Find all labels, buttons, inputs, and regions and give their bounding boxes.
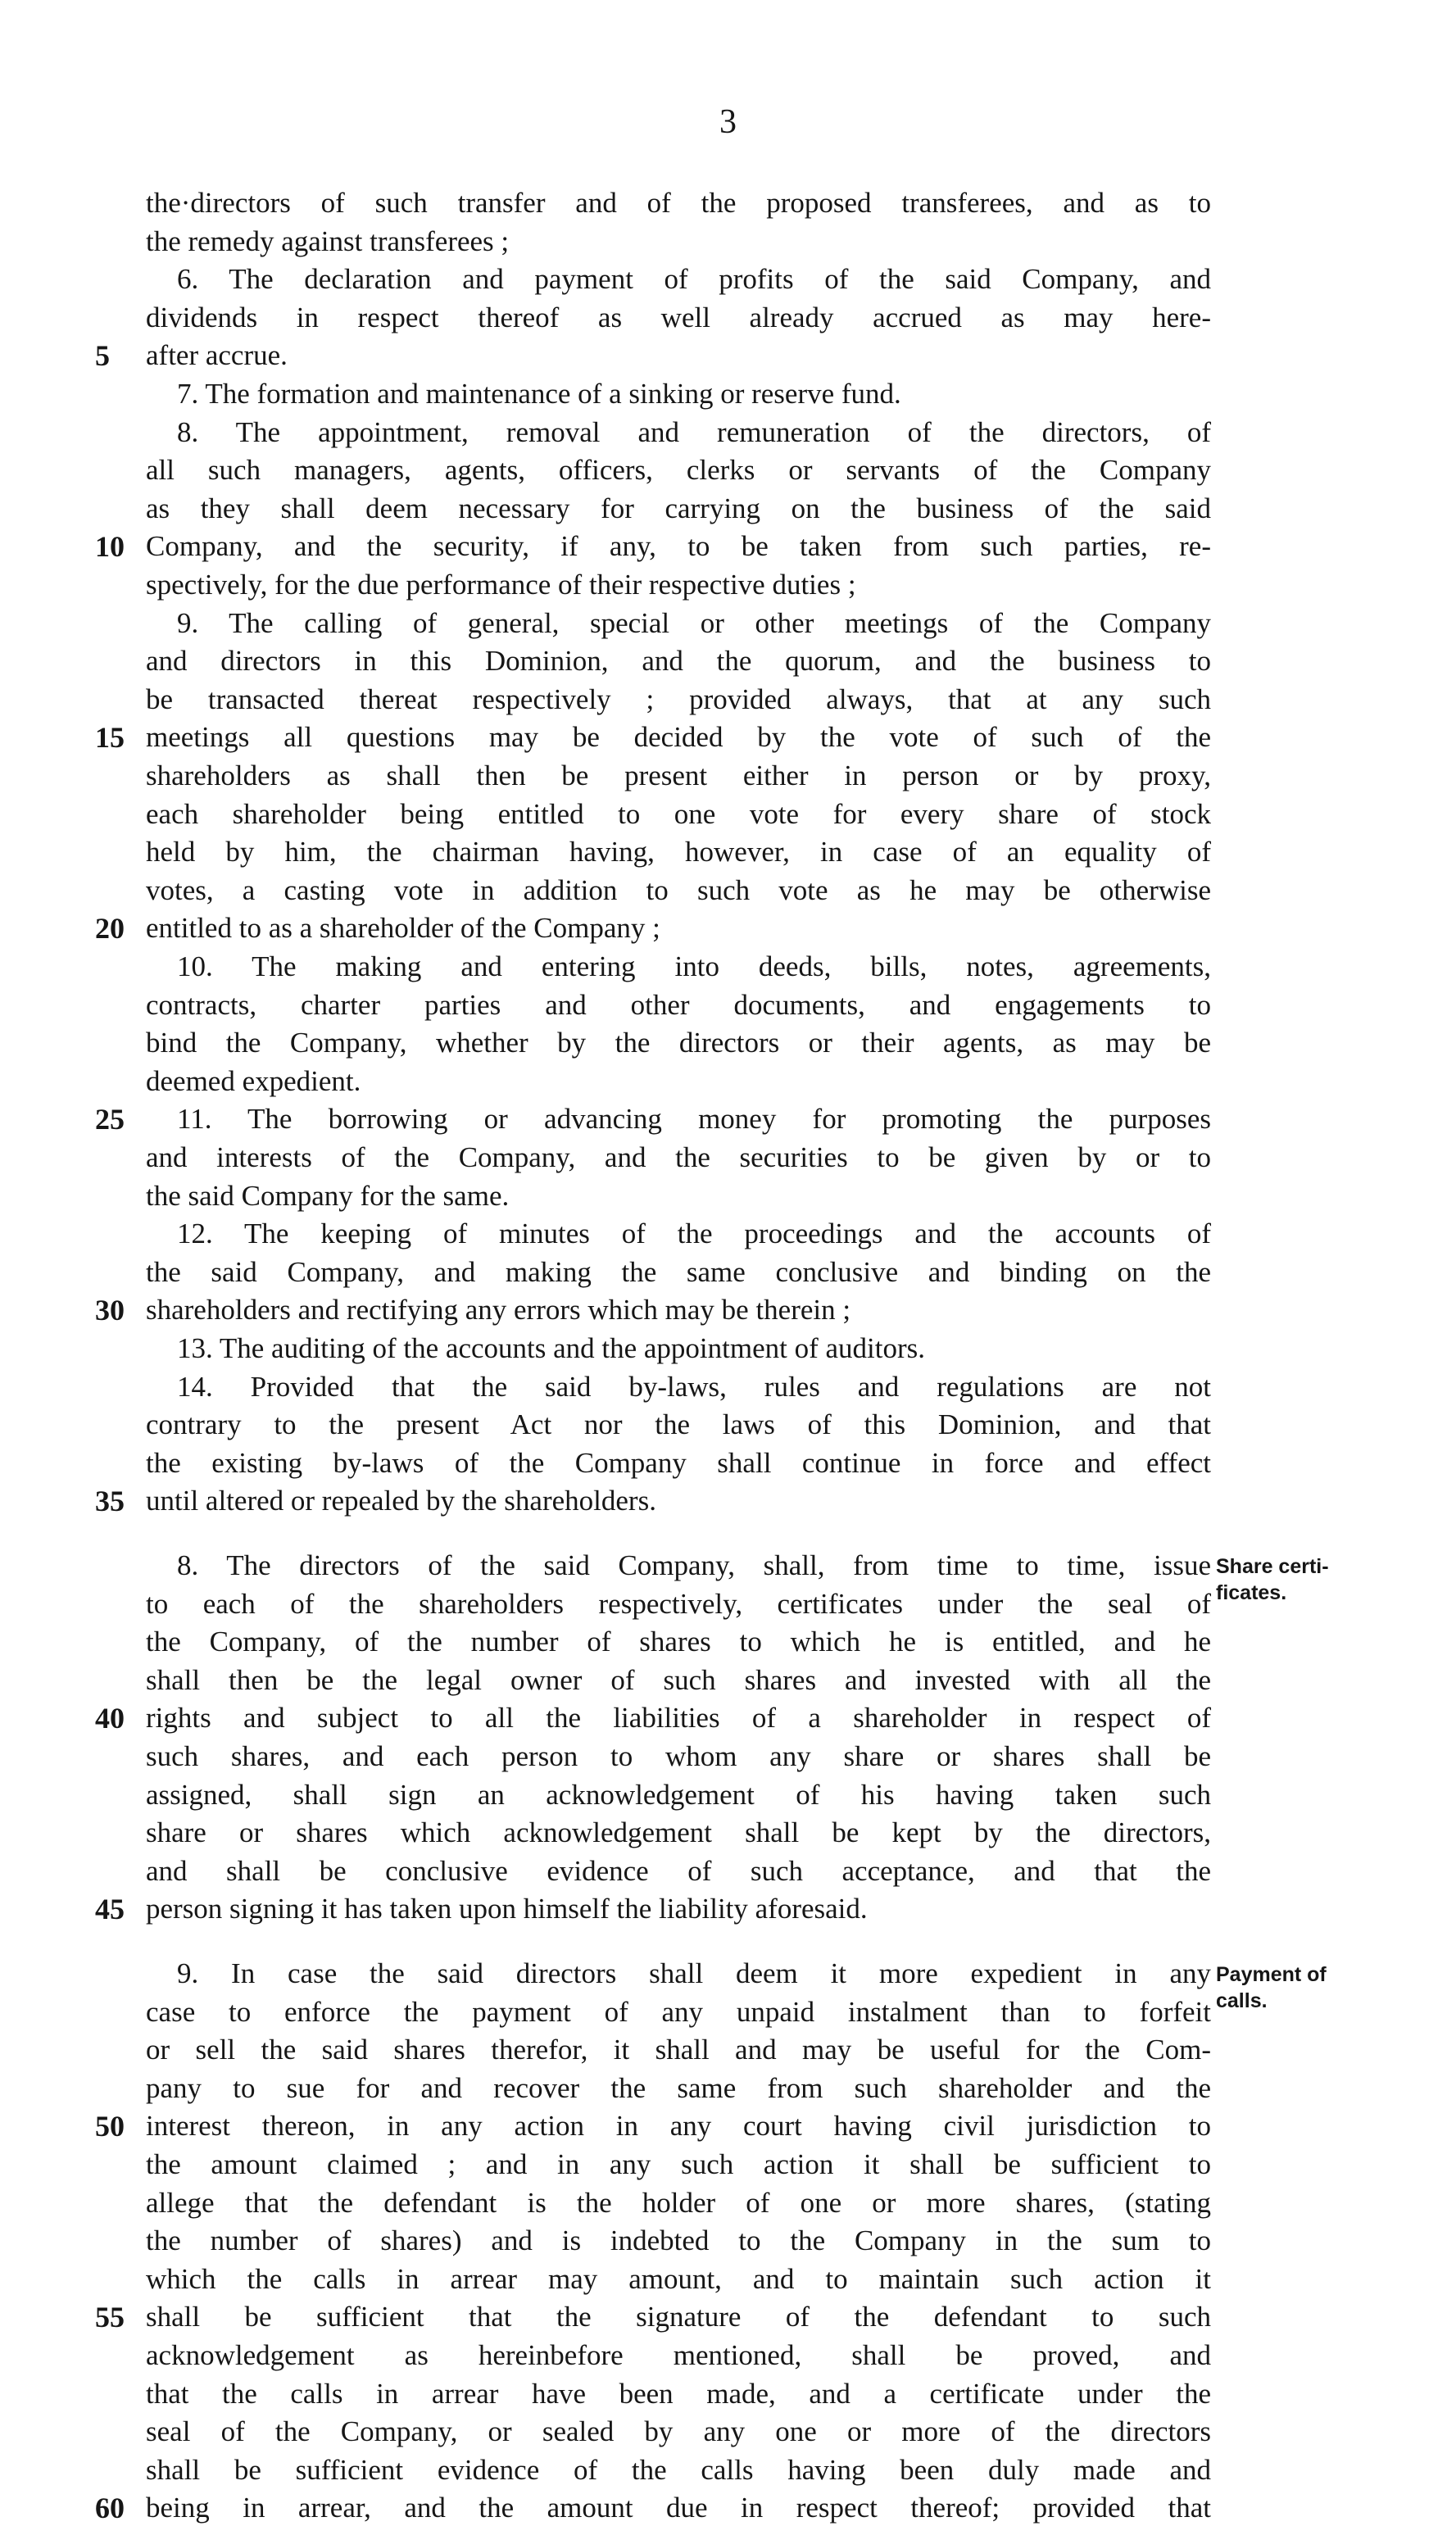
- text-line: or sell the said shares therefor, it shall and may be useful for the Com-: [146, 2034, 1211, 2066]
- text-line: be transacted thereat respectively ; provided always, that at any such: [146, 683, 1211, 715]
- line-number: 5: [95, 339, 110, 373]
- text-line: to each of the shareholders respectively, certificates under the seal of: [146, 1587, 1211, 1620]
- text-line: share or shares which acknowledgement shall be kept by the directors,: [146, 1816, 1211, 1849]
- text-line: entitled to as a shareholder of the Company ;: [146, 912, 660, 945]
- line-number: 15: [95, 721, 125, 755]
- text-line: 6. The declaration and payment of profits of the said Company, and: [177, 263, 1211, 296]
- line-number: 55: [95, 2301, 125, 2334]
- text-line: shareholders and rectifying any errors which may be therein ;: [146, 1294, 851, 1326]
- marginal-note: calls.: [1216, 1989, 1268, 2012]
- text-line: the existing by-laws of the Company shall continue in force and effect: [146, 1446, 1211, 1479]
- text-line: 9. In case the said directors shall deem it more expedient in any: [177, 1957, 1211, 1989]
- text-line: and directors in this Dominion, and the quorum, and the business to: [146, 645, 1211, 678]
- text-line: the said Company for the same.: [146, 1179, 510, 1212]
- text-line: until altered or repealed by the shareholders.: [146, 1485, 656, 1517]
- text-line: and shall be conclusive evidence of such acceptance, and that the: [146, 1854, 1211, 1887]
- line-number: 30: [95, 1294, 125, 1327]
- text-line: deemed expedient.: [146, 1064, 361, 1097]
- text-line: such shares, and each person to whom any share or shares shall be: [146, 1740, 1211, 1772]
- text-line: which the calls in arrear may amount, and to maintain such action it: [146, 2262, 1211, 2295]
- text-line: the number of shares) and is indebted to the Company in the sum to: [146, 2224, 1211, 2257]
- text-line: 8. The directors of the said Company, shall, from time to time, issue: [177, 1549, 1211, 1581]
- text-line: seal of the Company, or sealed by any one or more of the directors: [146, 2415, 1211, 2448]
- text-line: assigned, shall sign an acknowledgement of his having taken such: [146, 1778, 1211, 1811]
- text-line: all such managers, agents, officers, clerks or servants of the Company: [146, 454, 1211, 487]
- text-line: 13. The auditing of the accounts and the appointment of auditors.: [177, 1332, 926, 1364]
- line-number: 10: [95, 530, 125, 564]
- marginal-note: Payment of: [1216, 1963, 1327, 1986]
- text-line: contrary to the present Act nor the laws of this Dominion, and that: [146, 1408, 1211, 1441]
- line-number: 45: [95, 1893, 125, 1926]
- text-line: interest thereon, in any action in any court having civil jurisdiction to: [146, 2110, 1211, 2143]
- text-line: shareholders as shall then be present either in person or by proxy,: [146, 760, 1211, 791]
- line-number: 40: [95, 1702, 125, 1735]
- text-line: 10. The making and entering into deeds, bills, notes, agreements,: [177, 950, 1211, 982]
- text-line: acknowledgement as hereinbefore mentioned, shall be proved, and: [146, 2339, 1211, 2371]
- text-line: 9. The calling of general, special or other meetings of the Company: [177, 606, 1211, 639]
- text-line: spectively, for the due performance of their respective duties ;: [146, 569, 856, 601]
- text-line: case to enforce the payment of any unpaid instalment than to forfeit: [146, 1995, 1211, 2028]
- text-line: held by him, the chairman having, however, in case of an equality of: [146, 836, 1211, 868]
- line-number: 50: [95, 2110, 125, 2143]
- text-line: the said Company, and making the same conclusive and binding on the: [146, 1255, 1211, 1288]
- text-line: the remedy against transferees ;: [146, 224, 510, 257]
- text-line: 12. The keeping of minutes of the proceedings and the accounts of: [177, 1218, 1211, 1250]
- text-line: allege that the defendant is the holder of one or more shares, (stating: [146, 2186, 1211, 2219]
- text-line: bind the Company, whether by the directors or their agents, as may be: [146, 1027, 1211, 1059]
- text-line: the Company, of the number of shares to which he is entitled, and he: [146, 1626, 1211, 1658]
- text-line: contracts, charter parties and other documents, and engagements to: [146, 988, 1211, 1021]
- page-number: 3: [719, 103, 737, 141]
- text-line: as they shall deem necessary for carrying on the business of the said: [146, 492, 1211, 524]
- line-number: 25: [95, 1103, 125, 1136]
- text-line: being in arrear, and the amount due in respect thereof; provided that: [146, 2492, 1211, 2524]
- text-line: that the calls in arrear have been made, and a certificate under the: [146, 2377, 1211, 2410]
- line-number: 20: [95, 912, 125, 946]
- text-line: shall then be the legal owner of such shares and invested with all the: [146, 1663, 1211, 1696]
- text-line: Company, and the security, if any, to be taken from such parties, re-: [146, 530, 1211, 563]
- line-number: 60: [95, 2492, 125, 2525]
- marginal-note: ficates.: [1216, 1581, 1287, 1604]
- marginal-note: Share certi-: [1216, 1555, 1329, 1578]
- text-line: dividends in respect thereof as well already accrued as may here-: [146, 301, 1211, 333]
- text-line: shall be sufficient evidence of the calls having been duly made and: [146, 2453, 1211, 2486]
- text-line: rights and subject to all the liabilities of a shareholder in respect of: [146, 1702, 1211, 1735]
- text-line: 7. The formation and maintenance of a sinking or reserve fund.: [177, 378, 901, 410]
- line-number: 35: [95, 1485, 125, 1518]
- text-line: 14. Provided that the said by-laws, rules and regulations are not: [177, 1370, 1211, 1403]
- text-line: each shareholder being entitled to one vote for every share of stock: [146, 797, 1211, 830]
- text-line: meetings all questions may be decided by the vote of such of the: [146, 721, 1211, 754]
- text-line: and interests of the Company, and the securities to be given by or to: [146, 1141, 1211, 1173]
- text-line: 8. The appointment, removal and remuneration of the directors, of: [177, 415, 1211, 448]
- text-line: shall be sufficient that the signature of the defendant to such: [146, 2301, 1211, 2333]
- text-line: after accrue.: [146, 339, 288, 372]
- text-line: the amount claimed ; and in any such action it shall be sufficient to: [146, 2148, 1211, 2180]
- text-line: votes, a casting vote in addition to such vote as he may be otherwise: [146, 873, 1211, 906]
- text-line: the·directors of such transfer and of the proposed transferees, and as to: [146, 187, 1211, 219]
- text-line: person signing it has taken upon himself the liability aforesaid.: [146, 1893, 868, 1925]
- text-line: 11. The borrowing or advancing money for promoting the purposes: [177, 1103, 1211, 1136]
- text-line: pany to sue for and recover the same from such shareholder and the: [146, 2071, 1211, 2104]
